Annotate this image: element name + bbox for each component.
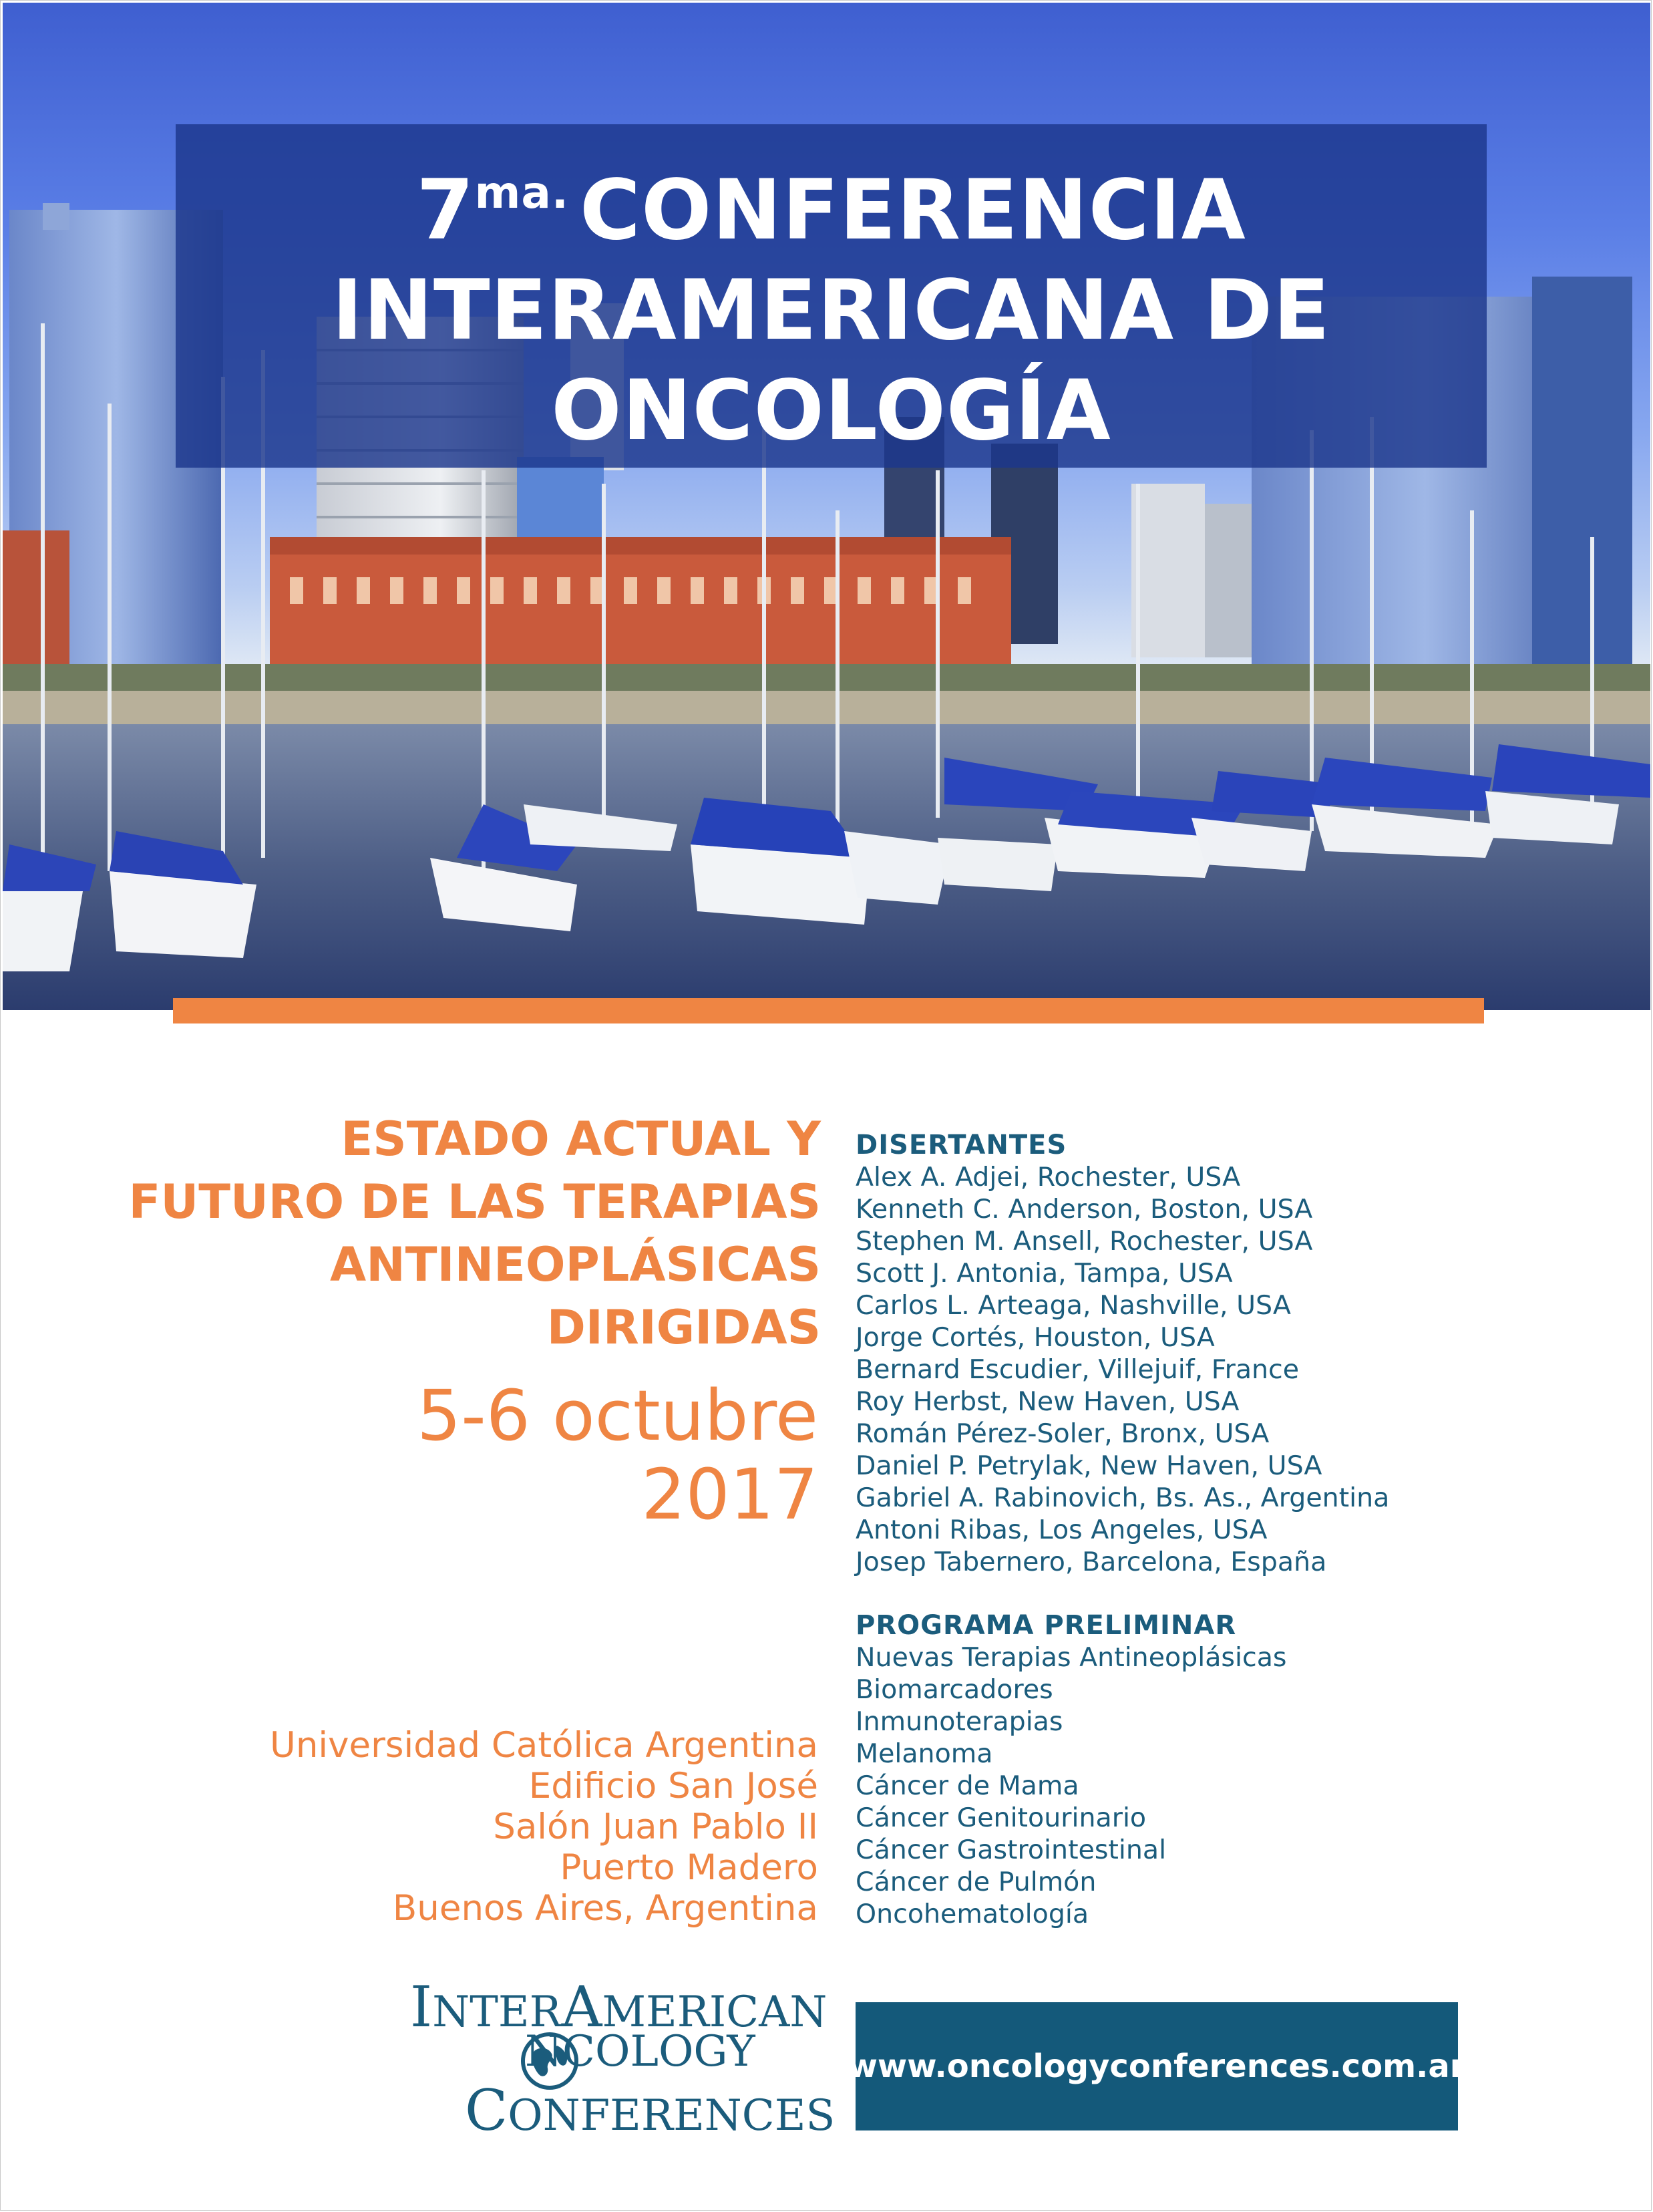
venue-line: Salón Juan Pablo II	[493, 1806, 818, 1847]
hero-photo	[3, 3, 1650, 1010]
subtitle-line: DIRIGIDAS	[546, 1300, 821, 1355]
venue-address	[270, 1725, 818, 1929]
speaker-item: Antoni Ribas, Los Angeles, USA	[856, 1515, 1268, 1545]
title-banner	[176, 124, 1487, 468]
title-line-1	[176, 162, 1487, 259]
program-item: Cáncer de Mama	[856, 1770, 1079, 1801]
program-item: Biomarcadores	[856, 1674, 1053, 1705]
conference-subtitle	[129, 1108, 821, 1359]
speakers-list	[856, 1129, 1389, 1578]
program-list	[856, 1609, 1286, 1930]
program-item: Nuevas Terapias Antineoplásicas	[856, 1642, 1287, 1673]
logo-row-2: NCOLOGY	[525, 2027, 755, 2076]
subtitle-line: FUTURO DE LAS TERAPIAS	[128, 1174, 821, 1229]
speaker-item: Gabriel A. Rabinovich, Bs. As., Argentina	[856, 1482, 1390, 1513]
speaker-item: Josep Tabernero, Barcelona, España	[856, 1547, 1327, 1577]
venue-line: Puerto Madero	[560, 1847, 818, 1888]
venue-line: Buenos Aires, Argentina	[392, 1888, 818, 1929]
edition-suffix: ma.	[474, 167, 569, 218]
date-year: 2017	[641, 1454, 818, 1535]
logo-row-1: INTERAMERICAN	[410, 1974, 828, 2040]
speaker-item: Bernard Escudier, Villejuif, France	[856, 1354, 1300, 1385]
program-item: Cáncer de Pulmón	[856, 1867, 1097, 1897]
subtitle-line: ESTADO ACTUAL Y	[341, 1112, 821, 1166]
conference-dates	[417, 1376, 818, 1534]
logo-row-3: CONFERENCES	[465, 2078, 836, 2143]
date-days: 5-6 octubre	[417, 1375, 818, 1456]
program-item: Melanoma	[856, 1738, 993, 1769]
speakers-heading: DISERTANTES	[856, 1130, 1067, 1160]
program-item: Cáncer Genitourinario	[856, 1802, 1147, 1833]
speaker-item: Alex A. Adjei, Rochester, USA	[856, 1162, 1241, 1193]
edition-number: 7	[416, 162, 475, 259]
venue-line: Universidad Católica Argentina	[270, 1725, 818, 1766]
speaker-item: Jorge Cortés, Houston, USA	[856, 1322, 1215, 1353]
venue-line: Edificio San José	[528, 1766, 818, 1806]
speaker-item: Daniel P. Petrylak, New Haven, USA	[856, 1450, 1322, 1481]
title-line-2: INTERAMERICANA DE	[332, 263, 1330, 359]
subtitle-line: ANTINEOPLÁSICAS	[330, 1237, 821, 1292]
program-heading: PROGRAMA PRELIMINAR	[856, 1610, 1237, 1641]
speaker-item: Stephen M. Ansell, Rochester, USA	[856, 1226, 1313, 1257]
program-item: Cáncer Gastrointestinal	[856, 1835, 1167, 1865]
title-line-3: ONCOLOGÍA	[551, 363, 1111, 459]
speaker-item: Román Pérez-Soler, Bronx, USA	[856, 1418, 1270, 1449]
title-word-conferencia: CONFERENCIA	[580, 162, 1246, 259]
speaker-item: Kenneth C. Anderson, Boston, USA	[856, 1194, 1313, 1225]
website-link[interactable]: www.oncologyconferences.com.ar	[856, 2002, 1458, 2130]
speaker-item: Scott J. Antonia, Tampa, USA	[856, 1258, 1233, 1289]
speaker-item: Carlos L. Arteaga, Nashville, USA	[856, 1290, 1291, 1321]
program-item: Oncohematología	[856, 1899, 1089, 1929]
interamerican-oncology-conferences-logo	[407, 1974, 836, 2143]
program-item: Inmunoterapias	[856, 1706, 1063, 1737]
speaker-item: Roy Herbst, New Haven, USA	[856, 1386, 1240, 1417]
accent-divider	[173, 998, 1484, 1023]
